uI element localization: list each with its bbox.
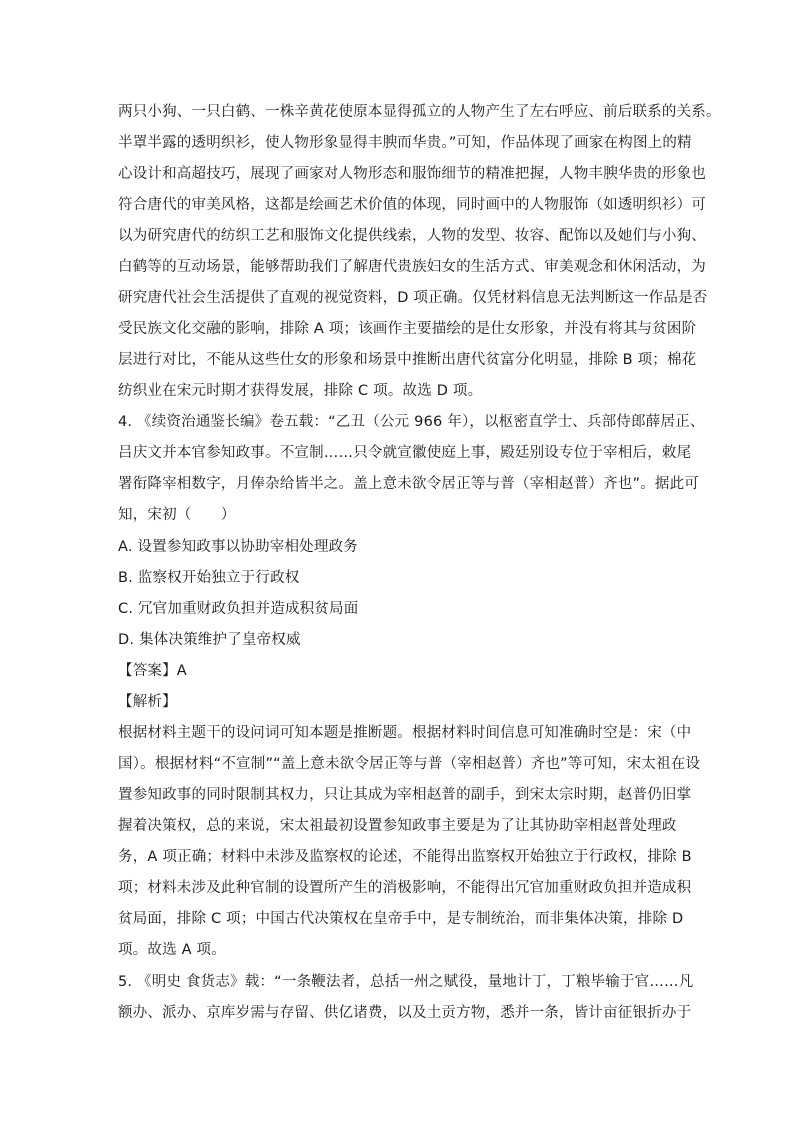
q4-analysis-line-1: 根据材料主题干的设问词可知本题是推断题。根据材料时间信息可知准确时空是：宋（中 — [118, 725, 692, 741]
para1-line-3: 心设计和高超技巧，展现了画家对人物形态和服饰细节的精准把握，人物丰腴华贵的形象也 — [118, 166, 706, 182]
q4-answer-label: 【答案】A — [118, 663, 187, 679]
q4-analysis-label: 【解析】 — [118, 694, 177, 710]
q4-option-a: A. 设置参知政事以协助宰相处理政务 — [118, 539, 358, 555]
para1-line-1: 两只小狗、一只白鹤、一株辛黄花使原本显得孤立的人物产生了左右呼应、前后联系的关系。 — [118, 104, 721, 120]
q5-stem-line-2: 额办、派办、京库岁需与存留、供亿诸费，以及土贡方物，悉并一条，皆计亩征银折办于 — [118, 1005, 692, 1021]
q4-analysis-line-2: 国）。根据材料“不宣制”“盖上意未欲令居正等与普（宰相赵普）齐也”等可知，宋太祖在设 — [118, 756, 701, 772]
para1-line-4: 符合唐代的审美风格，这都是绘画艺术价值的体现，同时画中的人物服饰（如透明织衫）可 — [118, 197, 706, 213]
q4-stem-line-1: 4. 《续资治通鉴长编》卷五载：“乙丑（公元 966 年），以枢密直学士、兵部侍郎薛居正、 — [118, 414, 705, 430]
para1-line-7: 研究唐代社会生活提供了直观的视觉资料，D 项正确。仅凭材料信息无法判断这一作品是否 — [118, 290, 708, 306]
q5-stem-line-1: 5. 《明史 食货志》载：“一条鞭法者，总括一州之赋役，量地计丁，丁粮毕输于官……凡 — [118, 974, 694, 990]
q4-analysis-line-4: 握着决策权，总的来说，宋太祖最初设置参知政事主要是为了让其协助宰相赵普处理政 — [118, 818, 677, 834]
q4-analysis-line-5: 务，A 项正确；材料中未涉及监察权的论述，不能得出监察权开始独立于行政权，排除 B — [118, 849, 692, 865]
q4-stem-line-4: 知，宋初（ ） — [118, 507, 236, 523]
q4-option-c: C. 冗官加重财政负担并造成积贫局面 — [118, 601, 359, 617]
q4-analysis-line-3: 置参知政事的同时限制其权力，只让其成为宰相赵普的副手，到宋太宗时期，赵普仍旧掌 — [118, 787, 692, 803]
q4-stem-line-3: 署衔降宰相数字，月俸杂给皆半之。盖上意未欲令居正等与普（宰相赵普）齐也”。据此可 — [118, 476, 700, 492]
para1-line-2: 半罩半露的透明织衫，使人物形象显得丰腴而华贵。”可知，作品体现了画家在构图上的精 — [118, 135, 692, 151]
para1-line-5: 以为研究唐代的纺织工艺和服饰文化提供线索，人物的发型、妆容、配饰以及她们与小狗、 — [118, 228, 706, 244]
q4-analysis-line-8: 项。故选 A 项。 — [118, 942, 226, 958]
para1-line-10: 纺织业在宋元时期才获得发展，排除 C 项。故选 D 项。 — [118, 383, 483, 399]
para1-line-8: 受民族文化交融的影响，排除 A 项；该画作主要描绘的是仕女形象，并没有将其与贫困阶 — [118, 321, 697, 337]
para1-line-9: 层进行对比，不能从这些仕女的形象和场景中推断出唐代贫富分化明显，排除 B 项；棉花 — [118, 352, 697, 368]
q4-analysis-line-7: 贫局面，排除 C 项；中国古代决策权在皇帝手中，是专制统治，而非集体决策，排除 D — [118, 911, 684, 927]
q4-stem-line-2: 吕庆文并本官参知政事。不宣制……只令就宣徽使庭上事，殿廷别设专位于宰相后，敕尾 — [118, 445, 692, 461]
q4-option-d: D. 集体决策维护了皇帝权威 — [118, 632, 301, 648]
q4-analysis-line-6: 项；材料未涉及此种官制的设置所产生的消极影响，不能得出冗官加重财政负担并造成积 — [118, 880, 692, 896]
para1-line-6: 白鹤等的互动场景，能够帮助我们了解唐代贵族妇女的生活方式、审美观念和休闲活动，为 — [118, 259, 706, 275]
q4-option-b: B. 监察权开始独立于行政权 — [118, 570, 300, 586]
